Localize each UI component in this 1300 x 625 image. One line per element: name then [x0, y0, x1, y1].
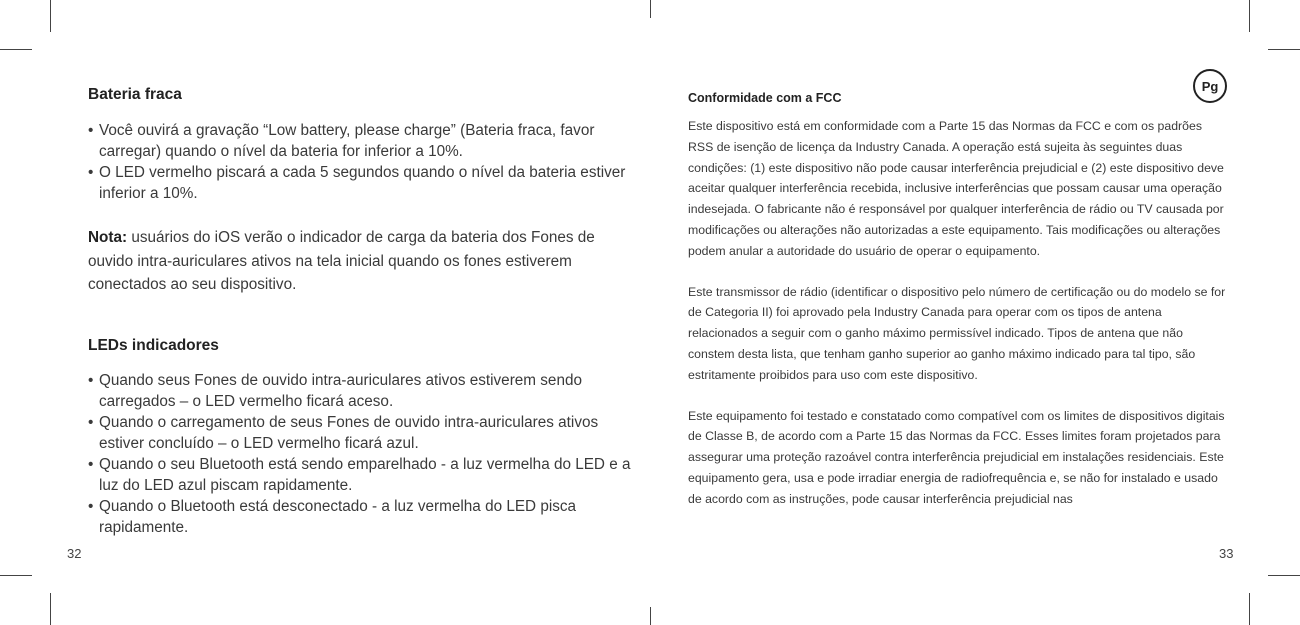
right-page-content: [688, 88, 1228, 510]
radio-transmitter-paragraph: Este transmissor de rádio (identificar o dispositivo pelo número de certificação ou do modelo se for de Categoria II) foi aprovado pela Industry Canada para operar com os tipos de antena relacionados a seguir com o ganho máximo permissível indicado. Tipos de antena que não constem desta lista, que tenham ganho superior ao ganho máximo indicado para tal tipo, são estritamente proibidos para uso com este dispositivo.: [688, 284, 1226, 382]
list-item: • Quando seus Fones de ouvido intra-auriculares ativos estiverem sendo carregados – o LED vermelho ficará aceso.: [88, 370, 633, 412]
class-b-paragraph: Este equipamento foi testado e constatado como compatível com os limites de dispositivos digitais de Classe B, de acordo com a Parte 15 das Normas da FCC. Esses limites foram projetados para assegurar uma proteção razoável contra interferência prejudicial em instalações residenciais. Este equipamento gera, usa e pode irradiar energia de radiofrequência e, se não for instalado e usado de acordo com as instruções, pode causar interferência prejudicial nas: [688, 408, 1225, 506]
led-indicators-heading: LEDs indicadores: [88, 336, 219, 354]
list-item: • Você ouvirá a gravação “Low battery, please charge” (Bateria fraca, favor carregar) quando o nível da bateria for inferior a 10%.: [88, 120, 633, 162]
low-battery-list: [88, 120, 633, 204]
fcc-compliance-heading: Conformidade com a FCC: [688, 91, 842, 105]
pg-logo-icon: Pg: [1193, 69, 1227, 103]
list-item: • Quando o carregamento de seus Fones de ouvido intra-auriculares ativos estiver concluído – o LED vermelho ficará azul.: [88, 412, 633, 454]
crop-mark: [0, 575, 32, 576]
crop-mark: [1249, 593, 1250, 625]
low-battery-heading: Bateria fraca: [88, 86, 182, 103]
note-text: usuários do iOS verão o indicador de carga da bateria dos Fones de ouvido intra-auriculares ativos na tela inicial quando os fones estiverem conectados ao seu dispositivo.: [88, 229, 595, 293]
led-indicators-list: [88, 370, 633, 538]
list-item: • O LED vermelho piscará a cada 5 segundos quando o nível da bateria estiver inferior a 10%.: [88, 162, 633, 204]
crop-mark: [650, 607, 651, 625]
crop-mark: [1268, 49, 1300, 50]
list-item: • Quando o Bluetooth está desconectado - a luz vermelha do LED pisca rapidamente.: [88, 496, 633, 538]
crop-mark: [1268, 575, 1300, 576]
note-label: Nota:: [88, 229, 128, 246]
list-item: • Quando o seu Bluetooth está sendo emparelhado - a luz vermelha do LED e a luz do LED azul piscam rapidamente.: [88, 454, 633, 496]
crop-mark: [1249, 0, 1250, 32]
ios-note: [88, 226, 633, 297]
fcc-paragraph: Este dispositivo está em conformidade com a Parte 15 das Normas da FCC e com os padrões RSS de isenção de licença da Industry Canada. A operação está sujeita às seguintes duas condições: (1) este dispositivo não pode causar interferência prejudicial e (2) este dispositivo deve aceitar qualquer interferência recebida, inclusive interferências que possam causar uma operação indesejada. O fabricante não é responsável por qualquer interferência de rádio ou TV causada por modificações ou alterações não autorizadas a este equipamento. Tais modificações ou alterações podem anular a autoridade do usuário de operar o equipamento.: [688, 119, 1224, 258]
crop-mark: [0, 49, 32, 50]
page-number-left: 32: [67, 546, 82, 561]
crop-mark: [650, 0, 651, 18]
crop-mark: [50, 0, 51, 32]
left-page-content: [88, 84, 633, 538]
page-number-right: 33: [1219, 546, 1234, 561]
crop-mark: [50, 593, 51, 625]
